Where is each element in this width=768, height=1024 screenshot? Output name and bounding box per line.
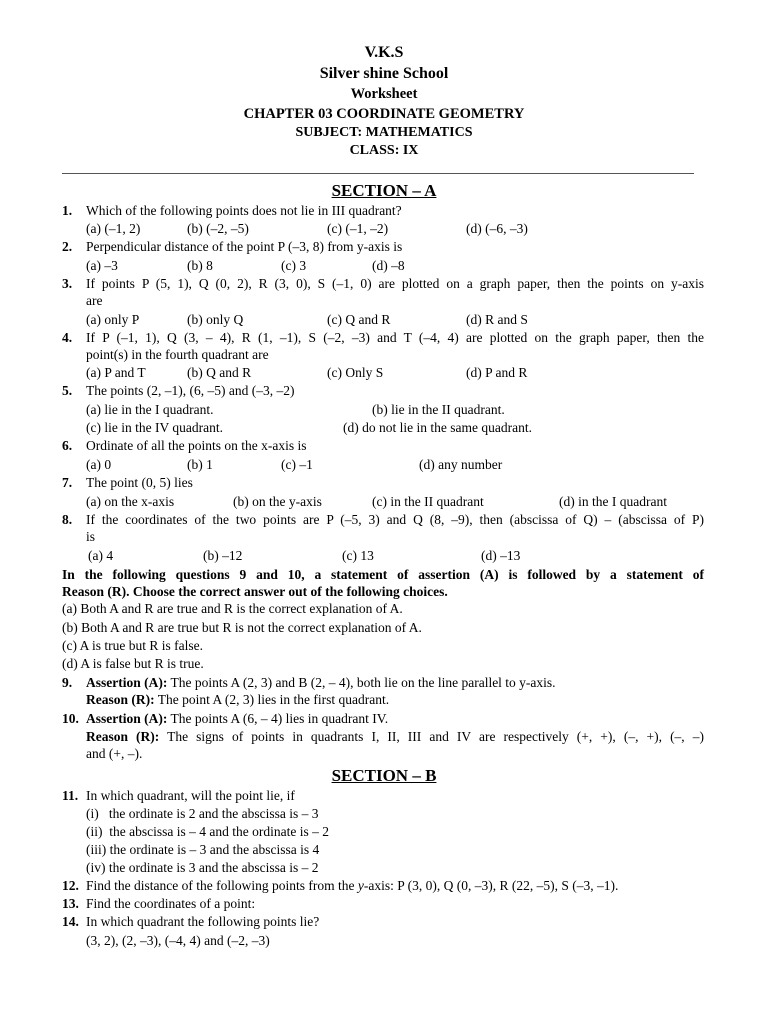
q1-option-b: (b) (–2, –5) bbox=[187, 221, 249, 236]
section-a-title: SECTION – A bbox=[331, 181, 437, 200]
q12-text-pre: Find the distance of the following points from the bbox=[86, 878, 358, 893]
q4-number: 4. bbox=[62, 330, 73, 345]
q11-item-iv: (iv) the ordinate is 3 and the abscissa is – 2 bbox=[86, 860, 319, 875]
q5-option-d: (d) do not lie in the same quadrant. bbox=[343, 420, 532, 435]
q6-option-c: (c) –1 bbox=[281, 457, 313, 472]
q7-option-d: (d) in the I quadrant bbox=[559, 494, 667, 509]
q9-reason bbox=[86, 692, 389, 708]
q1-option-c: (c) (–1, –2) bbox=[327, 221, 389, 236]
q2-option-c: (c) 3 bbox=[281, 258, 307, 273]
q10-reason bbox=[86, 729, 704, 745]
q1-number: 1. bbox=[62, 203, 73, 218]
q12-text bbox=[86, 878, 618, 894]
q2-option-b: (b) 8 bbox=[187, 258, 213, 273]
q4-text-continued: point(s) in the fourth quadrant are bbox=[86, 347, 269, 362]
q6-text: Ordinate of all the points on the x-axis is bbox=[86, 438, 307, 453]
q3-number: 3. bbox=[62, 276, 73, 291]
q10-reason-text: The signs of points in quadrants I, II, III and IV are respectively (+, +), (–, +), (–, –) bbox=[167, 729, 704, 744]
q11-item-iii: (iii) the ordinate is – 3 and the abscissa is 4 bbox=[86, 842, 320, 857]
q8-option-c: (c) 13 bbox=[342, 548, 374, 563]
q11-item-i: (i) the ordinate is 2 and the abscissa is – 3 bbox=[86, 806, 319, 821]
header-divider bbox=[62, 173, 694, 174]
q14-points: (3, 2), (2, –3), (–4, 4) and (–2, –3) bbox=[86, 933, 270, 948]
q7-number: 7. bbox=[62, 475, 73, 490]
q6-option-b: (b) 1 bbox=[187, 457, 213, 472]
q4-option-c: (c) Only S bbox=[327, 365, 384, 380]
q9-assertion-text: The points A (2, 3) and B (2, – 4), both lie on the line parallel to y-axis. bbox=[170, 675, 556, 690]
assertion-choice-c: (c) A is true but R is false. bbox=[62, 638, 203, 653]
q12-text-axis: y bbox=[357, 878, 364, 893]
q8-option-b: (b) –12 bbox=[203, 548, 243, 563]
q12-text-post: -axis: P (3, 0), Q (0, –3), R (22, –5), S (–3, –1). bbox=[363, 878, 619, 893]
doc-type: Worksheet bbox=[350, 86, 418, 102]
q9-assertion bbox=[86, 675, 556, 691]
q1-option-d: (d) (–6, –3) bbox=[466, 221, 528, 236]
assertion-choice-d: (d) A is false but R is true. bbox=[62, 656, 204, 671]
section-b-title: SECTION – B bbox=[331, 766, 437, 785]
q13-number: 13. bbox=[62, 896, 79, 911]
q14-number: 14. bbox=[62, 914, 79, 929]
q9-reason-text: The point A (2, 3) lies in the first quadrant. bbox=[157, 692, 390, 707]
subject-line: SUBJECT: MATHEMATICS bbox=[295, 125, 473, 140]
q6-number: 6. bbox=[62, 438, 73, 453]
q2-option-d: (d) –8 bbox=[372, 258, 405, 273]
q3-option-d: (d) R and S bbox=[466, 312, 528, 327]
q11-text: In which quadrant, will the point lie, if bbox=[86, 788, 295, 803]
q1-option-a: (a) (–1, 2) bbox=[86, 221, 141, 236]
q10-assertion bbox=[86, 711, 388, 727]
q8-option-a: (a) 4 bbox=[88, 548, 114, 563]
q2-number: 2. bbox=[62, 239, 73, 254]
q3-option-c: (c) Q and R bbox=[327, 312, 391, 327]
q6-option-d: (d) any number bbox=[419, 457, 503, 472]
q2-text: Perpendicular distance of the point P (–3, 8) from y-axis is bbox=[86, 239, 403, 254]
q5-option-b: (b) lie in the II quadrant. bbox=[372, 402, 505, 417]
q4-option-a: (a) P and T bbox=[86, 365, 146, 380]
q9-assertion-label: Assertion (A): bbox=[86, 675, 168, 690]
school-name: Silver shine School bbox=[319, 65, 449, 82]
assertion-choice-a: (a) Both A and R are true and R is the correct explanation of A. bbox=[62, 601, 403, 616]
q1-text: Which of the following points does not lie in III quadrant? bbox=[86, 203, 402, 218]
q8-text: If the coordinates of the two points are P (–5, 3) and Q (8, –9), then (abscissa of Q) – (abscissa of P) bbox=[86, 512, 704, 527]
q3-text: If points P (5, 1), Q (0, 2), R (3, 0), S (–1, 0) are plotted on a graph paper, then the points on y-axis bbox=[86, 276, 704, 291]
q5-option-a: (a) lie in the I quadrant. bbox=[86, 402, 214, 417]
assertion-instructions-line1: In the following questions 9 and 10, a statement of assertion (A) is followed by a statement of bbox=[62, 567, 704, 582]
q7-option-a: (a) on the x-axis bbox=[86, 494, 175, 509]
q4-option-d: (d) P and R bbox=[466, 365, 528, 380]
q7-option-c: (c) in the II quadrant bbox=[372, 494, 484, 509]
q8-number: 8. bbox=[62, 512, 73, 527]
q5-text: The points (2, –1), (6, –5) and (–3, –2) bbox=[86, 383, 295, 398]
q5-option-c: (c) lie in the IV quadrant. bbox=[86, 420, 223, 435]
q2-option-a: (a) –3 bbox=[86, 258, 118, 273]
q11-number: 11. bbox=[62, 788, 79, 803]
q9-number: 9. bbox=[62, 675, 73, 690]
q12-number: 12. bbox=[62, 878, 79, 893]
q3-option-b: (b) only Q bbox=[187, 312, 244, 327]
q9-reason-label: Reason (R): bbox=[86, 692, 155, 707]
chapter-title: CHAPTER 03 COORDINATE GEOMETRY bbox=[243, 106, 525, 122]
q13-text: Find the coordinates of a point: bbox=[86, 896, 256, 911]
q10-reason-continued: and (+, –). bbox=[86, 746, 143, 761]
assertion-choice-b: (b) Both A and R are true but R is not the correct explanation of A. bbox=[62, 620, 422, 635]
q10-number: 10. bbox=[62, 711, 79, 726]
class-line: CLASS: IX bbox=[349, 143, 419, 158]
q14-text: In which quadrant the following points lie? bbox=[86, 914, 320, 929]
q8-text-continued: is bbox=[86, 529, 96, 544]
q10-assertion-text: The points A (6, – 4) lies in quadrant IV. bbox=[170, 711, 389, 726]
q6-option-a: (a) 0 bbox=[86, 457, 112, 472]
q11-item-ii: (ii) the abscissa is – 4 and the ordinate is – 2 bbox=[86, 824, 329, 839]
q5-number: 5. bbox=[62, 383, 73, 398]
assertion-instructions-line2: Reason (R). Choose the correct answer out of the following choices. bbox=[62, 584, 448, 599]
q8-option-d: (d) –13 bbox=[481, 548, 521, 563]
school-short-name: V.K.S bbox=[364, 44, 404, 61]
q3-option-a: (a) only P bbox=[86, 312, 140, 327]
q10-assertion-label: Assertion (A): bbox=[86, 711, 168, 726]
q3-text-continued: are bbox=[86, 293, 103, 308]
q7-text: The point (0, 5) lies bbox=[86, 475, 193, 490]
q7-option-b: (b) on the y-axis bbox=[233, 494, 322, 509]
q4-option-b: (b) Q and R bbox=[187, 365, 252, 380]
q4-text: If P (–1, 1), Q (3, – 4), R (1, –1), S (–2, –3) and T (–4, 4) are plotted on the graph paper, then the bbox=[86, 330, 704, 345]
q10-reason-label: Reason (R): bbox=[86, 729, 160, 744]
